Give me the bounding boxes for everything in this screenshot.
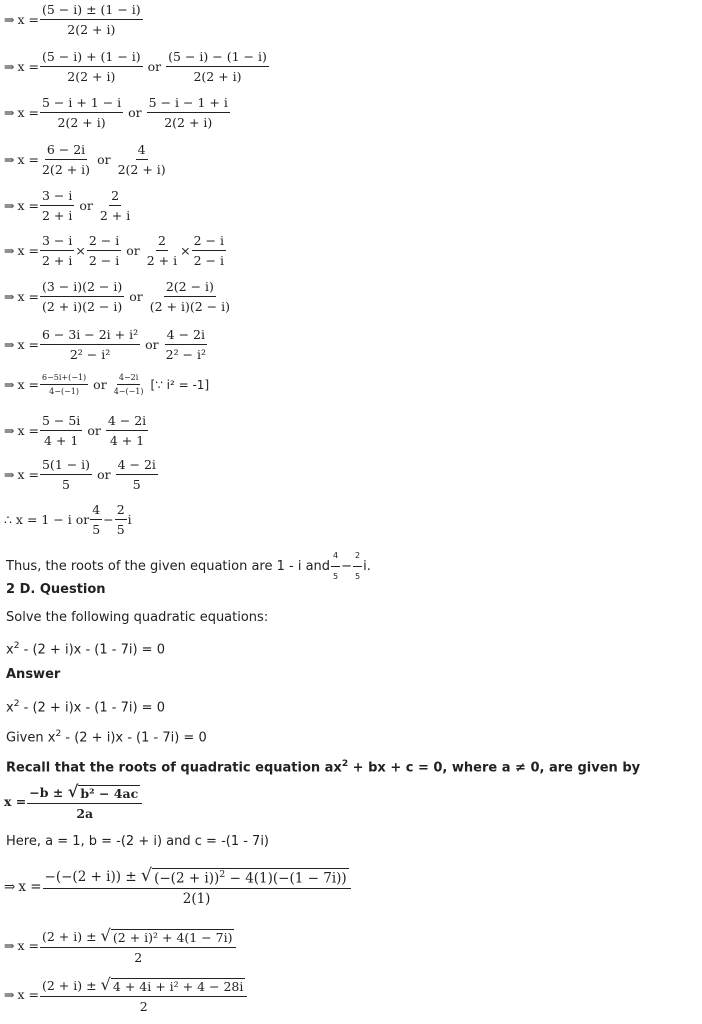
fraction: $\frac{4}{2(2 + i)}$ [117,142,166,177]
conclusion: ∴ x = 1 − i or $\frac{4}{5}$ − $\frac{2}{5}$ i [4,502,132,537]
fraction: −(−(2 + i)) ± √ $(-(2 + i))^2 - 4(1)(-(1 - 7i))$ 2(1) [43,866,351,907]
fraction: $\frac{\text{6 − 3i − 2i + i²}}{\text{2² − i²}}$ [41,327,139,362]
fraction: $\frac{3 - i}{2 + i}$ [41,188,73,223]
question-heading: 2 D. Question [6,582,106,597]
fraction: $\frac{5 - 5i}{4 + 1}$ [41,413,81,448]
step-3: ⇒ x = $\frac{6 - 2i}{2(2 + i)}$ or $\frac{4}{2(2 + i)}$ [4,142,166,177]
fraction: $\frac{5 - i + 1 - i}{2(2 + i)}$ [41,95,122,130]
fraction: $\frac{4-2i}{4-(-1)}$ [113,373,144,396]
fraction: $\frac{(5 - i) + (1 - i)}{2(2 + i)}$ [41,49,141,84]
fraction: $\frac{4}{5}$ [92,502,101,537]
times-symbol: × [180,243,191,258]
step-4: ⇒ x = $\frac{3 - i}{2 + i}$ or $\frac{2}{2 + i}$ [4,188,131,223]
fraction: $\frac{4 - 2i}{5}$ [117,457,156,492]
fraction: $\frac{2}{5}$ [353,548,362,585]
fraction: (2 + i) ± √ (2 + i)² + 4(1 − 7i) 2 [40,926,237,965]
here-line: Here, a = 1, b = -(2 + i) and c = -(1 - 7i) [6,834,270,849]
fraction: $\frac{(5 - i) - (1 - i)}{2(2 + i)}$ [168,49,267,84]
fraction: $\frac{6-5i+(-1)}{4-(-1)}$ [41,373,87,396]
fraction: $\frac{2}{2 + i}$ [99,188,131,223]
fraction: $\frac{5(1 - i)}{5}$ [41,457,91,492]
times-symbol: × [75,243,86,258]
step-0 [4,2,144,37]
question-equation: $x^2 - (2 + i)x - (1 - 7i) = 0$ [6,641,165,658]
given-equation: Given $x^2 - (2 + i)x - (1 - 7i) = 0$ [6,729,207,746]
fraction: $\frac{2(2 - i)}{(2 + i)(2 - i)}$ [149,279,230,314]
substitution-1: ⇒ x = −(−(2 + i)) ± √ $(-(2 + i))^2 - 4(1)(-(1 - 7i))$ 2(1) [4,866,352,907]
fraction: $\frac{2 - i}{2 - i}$ [88,233,120,268]
fraction: $\frac{3 - i}{2 + i}$ [41,233,73,268]
step-2: ⇒ x = $\frac{5 - i + 1 - i}{2(2 + i)}$ or $\frac{5 - i - 1 + i}{2(2 + i)}$ [4,95,228,130]
answer-equation: $x^2 - (2 + i)x - (1 - 7i) = 0$ [6,699,165,716]
step-9: ⇒ x = $\frac{5 - 5i}{4 + 1}$ or $\frac{4 - 2i}{4 + 1}$ [4,413,147,448]
step-6: ⇒ x = $\frac{(3 - i)(2 - i)}{(2 + i)(2 - i)}$ or $\frac{2(2 - i)}{(2 + i)(2 - i)}$ [4,279,230,314]
fraction: $\frac{5 - i - 1 + i}{2(2 + i)}$ [148,95,228,130]
question-text: Solve the following quadratic equations: [6,610,269,625]
recall-text: Recall that the roots of quadratic equation $ax^2$ + bx + c = 0, where a ≠ 0, are given by [6,759,641,776]
fraction: $\frac{2}{5}$ [116,502,125,537]
substitution-3: ⇒ x = (2 + i) ± √ 4 + 4i + i² + 4 − 28i 2 [4,975,248,1014]
fraction: $\frac{4 - 2i}{4 + 1}$ [107,413,147,448]
fraction: $\frac{4 - 2i}{\text{2² − i²}}$ [165,327,207,362]
fraction: (2 + i) ± √ 4 + 4i + i² + 4 − 28i 2 [40,975,247,1014]
fraction: −b ± √ b² − 4ac 2a [27,782,142,821]
fraction: $\frac{6 - 2i}{2(2 + i)}$ [41,142,91,177]
implies-symbol: ⇒ [4,12,15,27]
step-8: ⇒ x = $\frac{6-5i+(-1)}{4-(-1)}$ or $\frac{4-2i}{4-(-1)}$ [∵ i² = -1] [4,373,210,396]
step-10: ⇒ x = $\frac{5(1 - i)}{5}$ or $\frac{4 - 2i}{5}$ [4,457,156,492]
substitution-2: ⇒ x = (2 + i) ± √ (2 + i)² + 4(1 − 7i) 2 [4,926,237,965]
step-7: ⇒ x = $\frac{\text{6 − 3i − 2i + i²}}{\text{2² − i²}}$ or $\frac{4 - 2i}{\text{2² − i²}}$ [4,327,207,362]
fraction: $\frac{(5 - i) \pm (1 - i)}{2(2 + i)}$ [41,2,141,37]
fraction: $\frac{2 - i}{2 - i}$ [193,233,224,268]
x-equals: x = [17,12,39,27]
thus-line: Thus, the roots of the given equation are 1 - i and $\frac{4}{5}$ − $\frac{2}{5}$ i. [6,548,371,585]
fraction: $\frac{4}{5}$ [331,548,340,585]
fraction: $\frac{(3 - i)(2 - i)}{(2 + i)(2 - i)}$ [41,279,123,314]
note: [∵ i² = -1] [150,377,210,392]
step-1: ⇒ x = $\frac{(5 - i) + (1 - i)}{2(2 + i)}$ or $\frac{(5 - i) - (1 - i)}{2(2 + i)}$ [4,49,267,84]
step-5: ⇒ x = $\frac{3 - i}{2 + i}$ × $\frac{2 - i}{2 - i}$ or $\frac{2}{2 + i}$ × $\frac{2 - i}{2 - i}$ [4,233,224,268]
quadratic-formula: x = −b ± √ b² − 4ac 2a [4,782,143,821]
answer-heading: Answer [6,667,61,682]
fraction: $\frac{2}{2 + i}$ [146,233,178,268]
